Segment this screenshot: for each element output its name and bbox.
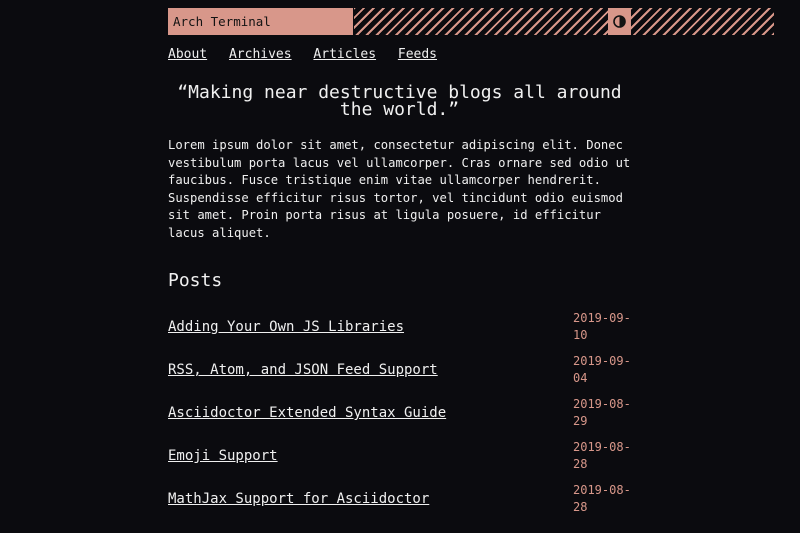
post-link[interactable]: Emoji Support: [168, 448, 278, 464]
contrast-icon: [613, 15, 626, 28]
nav-link-articles[interactable]: Articles: [313, 47, 377, 62]
post-link[interactable]: MathJax Support for Asciidoctor: [168, 491, 430, 507]
intro-paragraph: Lorem ipsum dolor sit amet, consectetur adipiscing elit. Donec vestibulum porta lacus vel ullamcorper. Cras ornare sed odio ut faucibus. Fusce tristique enim vitae ullamcorper hendrerit. Suspendisse efficitur risus tortor, vel tincidunt odio euismod sit amet. Proin porta risus at ligula posuere, id efficitur lacus aliquet.: [168, 138, 631, 240]
post-date: 2019-08-29: [573, 397, 631, 428]
post-link[interactable]: Asciidoctor Extended Syntax Guide: [168, 405, 447, 421]
nav-link-archives[interactable]: Archives: [228, 47, 292, 62]
nav-link-about[interactable]: About: [168, 47, 208, 62]
site-header: [168, 8, 631, 35]
post-date: 2019-08-28: [573, 483, 631, 514]
page: [168, 8, 631, 514]
theme-toggle-button[interactable]: [608, 8, 631, 35]
post-link[interactable]: Adding Your Own JS Libraries: [168, 319, 405, 335]
list-item: [168, 310, 631, 353]
post-date: 2019-08-28: [573, 440, 631, 471]
list-item: [168, 439, 631, 482]
main-nav: [168, 47, 451, 62]
posts-heading: Posts: [168, 270, 223, 291]
header-stripes: [354, 8, 774, 35]
posts-list: [168, 310, 631, 525]
list-item: [168, 353, 631, 396]
nav-link-feeds[interactable]: Feeds: [397, 47, 438, 62]
post-date: 2019-09-04: [573, 354, 631, 385]
site-title[interactable]: Arch Terminal: [168, 8, 353, 35]
list-item: [168, 482, 631, 525]
site-tagline: “Making near destructive blogs all around the world.”: [177, 82, 622, 120]
list-item: [168, 396, 631, 439]
post-link[interactable]: RSS, Atom, and JSON Feed Support: [168, 362, 438, 378]
post-date: 2019-09-10: [573, 311, 631, 342]
